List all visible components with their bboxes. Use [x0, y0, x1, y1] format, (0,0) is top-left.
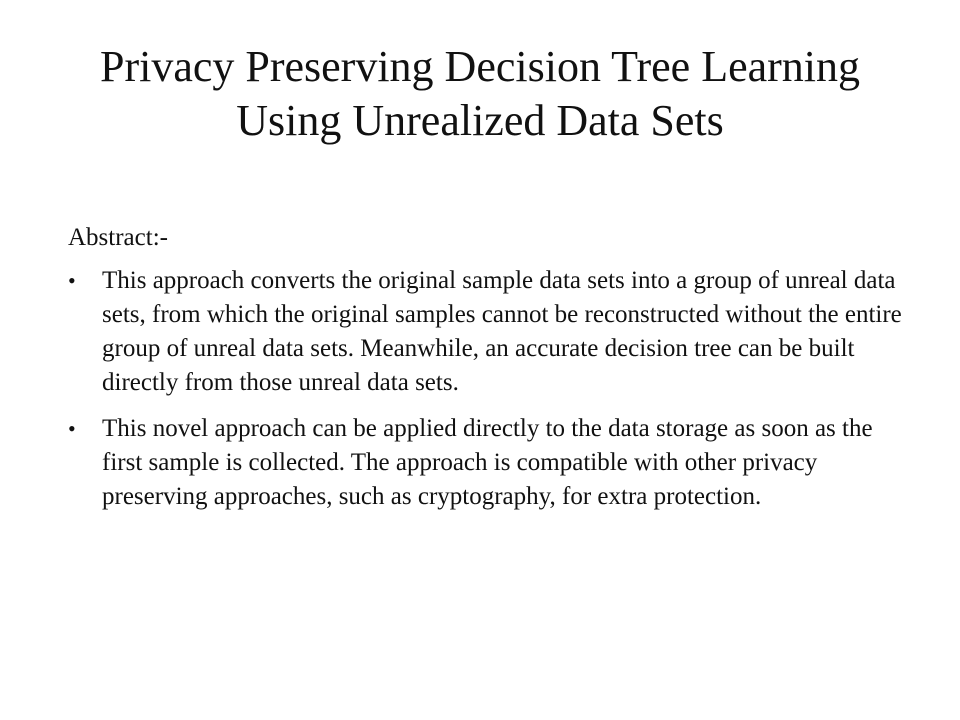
bullet-dot-icon: •	[68, 416, 76, 441]
abstract-bullet-item	[68, 412, 920, 514]
slide-body	[68, 222, 920, 526]
abstract-heading: Abstract:-	[68, 224, 168, 251]
bullet-text: This novel approach can be applied directly to the data storage as soon as the first sample is collected. The approach is compatible with other privacy preserving approaches, such as cryptography, for extra protection.	[102, 415, 873, 510]
slide-title-line-1: Privacy Preserving Decision Tree Learning	[99, 42, 861, 91]
bullet-dot-icon: •	[68, 268, 76, 293]
bullet-text: This approach converts the original sample data sets into a group of unreal data sets, from which the original samples cannot be reconstructed without the entire group of unreal data sets. Meanwhile, an accurate decision tree can be built directly from those unreal data sets.	[102, 267, 902, 396]
slide-title-line-2: Using Unrealized Data Sets	[236, 96, 724, 145]
abstract-bullet-item	[68, 264, 920, 400]
abstract-bullet-list	[68, 264, 920, 514]
slide-title	[40, 40, 920, 148]
